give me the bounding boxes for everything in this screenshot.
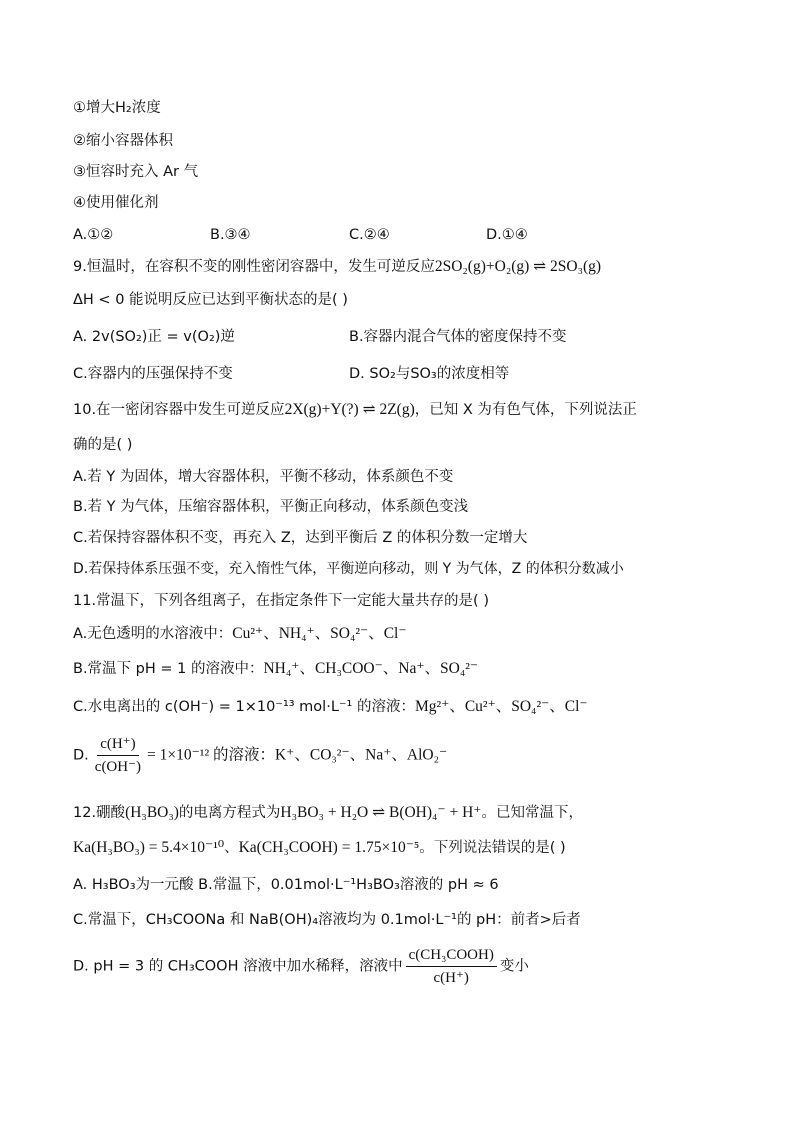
q12-stem [73,803,583,823]
q12-ka-acetic: Ka(CH₃COOH) = 1.75×10⁻⁵ [238,839,420,856]
q10-stem [73,400,637,420]
q9-stem-text: 9.恒温时，在容积不变的刚性密闭容器中，发生可逆反应 [73,259,435,275]
q12-d-end: 变小 [499,958,529,975]
q11-option-c [73,697,588,717]
q12-stem-1: 12.硼酸 [73,805,126,821]
q11-c-label: C.水电离出的 c(OH⁻) = 1×10⁻¹³ mol·L⁻¹ 的溶液： [73,699,415,715]
q11-d-fraction [92,735,144,776]
q10-option-c: C.若保持容器体积不变，再充入 Z，达到平衡后 Z 的体积分数一定增大 [73,530,528,546]
item-4: ④使用催化剂 [73,195,159,211]
q10-option-b: B.若 Y 为气体，压缩容器体积，平衡正向移动，体系颜色变浅 [73,499,469,515]
q12-d-fraction [406,946,497,987]
q11-option-a [73,624,407,644]
q11-d-rest: = 1×10⁻¹² 的溶液： [147,746,275,764]
q8-option-a: A.①② [73,227,114,243]
q9-option-a: A. 2v(SO₂)正 = v(O₂)逆 [73,329,235,345]
q11-option-d [73,735,447,776]
q9-option-b: B.容器内混合气体的密度保持不变 [349,329,567,345]
q12-formula: (H₃BO₃) [125,804,179,821]
q11-d-label: D. [73,747,89,764]
q10-stem-cont: 确的是( ) [73,437,133,453]
q11-stem: 11.常温下，下列各组离子，在指定条件下一定能大量共存的是( ) [73,593,489,609]
q9-stem [73,257,601,277]
q9-stem-cont: ΔH < 0 能说明反应已达到平衡状态的是( ) [73,292,348,308]
q11-d-denominator: c(OH⁻) [94,759,142,775]
q11-b-label: B.常温下 pH = 1 的溶液中： [73,661,264,677]
q9-option-c: C.容器内的压强保持不变 [73,366,233,382]
q12-option-c: C.常温下，CH₃COONa 和 NaB(OH)₄溶液均为 0.1mol·L⁻¹的 pH：前者>后者 [73,912,581,928]
q11-option-b [73,659,478,679]
q9-option-d: D. SO₂与SO₃的浓度相等 [349,366,510,382]
q12-ka-boric: Ka(H₃BO₃) = 5.4×10⁻¹⁰ [73,839,225,856]
q12-option-a: A. H₃BO₃为一元酸 [73,877,194,893]
q12-stem-3: 。已知常温下， [481,805,583,821]
q12-d-numerator: c(CH₃COOH) [406,946,497,967]
q10-stem-text-2: ，已知 X 为有色气体，下列说法正 [414,402,637,418]
q11-a-label: A.无色透明的水溶液中： [73,626,233,642]
q10-equation: 2X(g)+Y(?) ⇌ 2Z(g) [284,401,415,418]
q11-d-ions: K⁺、CO₃²⁻、Na⁺、AlO₂⁻ [274,746,448,764]
item-2: ②缩小容器体积 [73,133,173,149]
q11-c-ions: Mg²⁺、Cu²⁺、SO₄²⁻、Cl⁻ [414,698,588,715]
q12-stem-2: 的电离方程式为 [178,805,281,821]
q12-stem-cont: Ka(H₃BO₃) = 5.4×10⁻¹⁰、Ka(CH₃COOH) = 1.75×10⁻⁵。下列说法错误的是( ) [73,839,566,856]
q11-d-numerator: c(H⁺) [97,735,138,756]
q11-a-ions: Cu²⁺、NH₄⁺、SO₄²⁻、Cl⁻ [232,625,407,642]
q8-option-c: C.②④ [349,227,390,243]
q12-option-b: B.常温下，0.01mol·L⁻¹H₃BO₃溶液的 pH ≈ 6 [198,877,499,893]
q11-b-ions: NH₄⁺、CH₃COO⁻、Na⁺、SO₄²⁻ [263,660,479,677]
q10-option-a: A.若 Y 为固体，增大容器体积，平衡不移动，体系颜色不变 [73,469,454,485]
q12-d-label: D. pH = 3 的 CH₃COOH 溶液中加水稀释，溶液中 [73,958,403,975]
q9-equation: 2SO₂(g)+O₂(g) ⇌ 2SO₃(g) [434,258,602,275]
q10-stem-text: 10.在一密闭容器中发生可逆反应 [73,402,285,418]
q8-option-b: B.③④ [210,227,251,243]
q8-option-d: D.①④ [486,227,528,243]
q10-option-d: D.若保持体系压强不变，充入惰性气体，平衡逆向移动，则 Y 为气体，Z 的体积分数减小 [73,561,624,577]
item-3: ③恒容时充入 Ar 气 [73,164,199,180]
q12-d-denominator: c(H⁺) [433,970,469,986]
q12-option-d [73,946,529,987]
item-1: ①增大H₂浓度 [73,100,161,116]
q12-options-ab [73,875,499,895]
q12-equation: H₃BO₃ + H₂O ⇌ B(OH)₄⁻ + H⁺ [280,804,482,821]
q12-stem-end: 。下列说法错误的是( ) [419,840,566,856]
